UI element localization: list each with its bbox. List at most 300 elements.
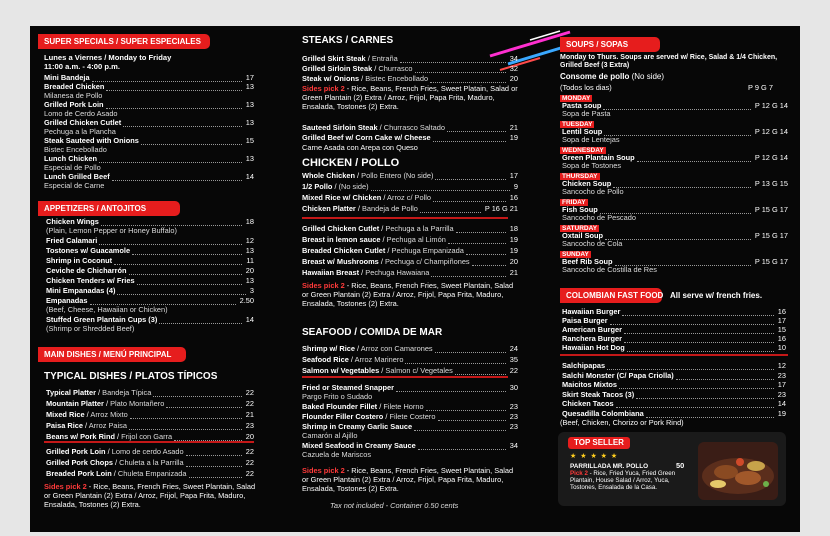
item-price: 18 xyxy=(245,217,254,226)
dot-leader xyxy=(435,344,506,353)
item-price: 13 xyxy=(245,276,254,285)
item-name-es: Arroz con Camarones xyxy=(360,344,433,353)
super-specials-header: SUPER SPECIALS / SUPER ESPECIALES xyxy=(38,34,210,49)
dot-leader xyxy=(174,432,242,441)
dot-leader xyxy=(132,246,242,255)
item-price: 23 xyxy=(777,389,786,399)
item-price: 17 xyxy=(509,171,518,180)
item-name-es: Churrasco Saltado xyxy=(383,123,445,132)
item-price: 21 xyxy=(245,410,254,419)
item-price: 13 xyxy=(245,246,254,255)
item-name xyxy=(562,409,644,419)
item-name-en: American Burger xyxy=(562,325,622,334)
item-name-sep: / xyxy=(365,54,372,63)
item-price: P 16 G 21 xyxy=(484,204,518,213)
item-price: 22 xyxy=(245,399,254,408)
item-name-sep: / xyxy=(359,268,366,277)
sides-label: Sides pick 2 xyxy=(302,84,345,93)
specials-days: Lunes a Viernes / Monday to Friday xyxy=(44,53,172,62)
item-name xyxy=(562,390,634,400)
item-name-en: Whole Chicken xyxy=(302,171,355,180)
item-name xyxy=(302,133,431,143)
seafood-item xyxy=(302,366,518,376)
soup-day: SUNDAY xyxy=(562,251,589,258)
consome-note: (No side) xyxy=(631,72,665,81)
dot-leader xyxy=(137,276,242,285)
item-price: 19 xyxy=(509,246,518,255)
chicken-item xyxy=(302,182,518,192)
dot-leader xyxy=(420,204,481,213)
soup-day: MONDAY xyxy=(562,95,591,102)
item-price: 10 xyxy=(777,343,786,352)
item-name-es: Pollo Entero (No side) xyxy=(361,171,434,180)
fish-item xyxy=(302,412,518,422)
item-price: 20 xyxy=(509,257,518,266)
specials-hours: 11:00 a.m. - 4:00 p.m. xyxy=(44,62,120,71)
item-name-en: Salchi Monster (C/ Papa Criolla) xyxy=(562,370,674,380)
item-name xyxy=(46,458,184,468)
pork-item xyxy=(46,469,254,479)
item-name-sep: / xyxy=(111,469,118,478)
item-name-es: Pechuga Hawaiana xyxy=(365,268,430,277)
item-name xyxy=(302,182,369,192)
tax-footer: Tax not included - Container 0.50 cents xyxy=(330,501,459,510)
item-name-sep: / xyxy=(105,447,112,456)
item-name xyxy=(46,256,112,266)
soup-sub: Sancocho de Costilla de Res xyxy=(562,265,657,274)
snack-item xyxy=(562,409,786,419)
item-name xyxy=(562,361,605,371)
sides-note-main xyxy=(44,482,258,509)
dot-leader xyxy=(466,246,506,255)
item-name-es: Arroz c/ Pollo xyxy=(387,193,431,202)
dot-leader xyxy=(166,399,241,408)
item-price: 15 xyxy=(245,136,254,145)
soup-sub: Sopa de Lentejas xyxy=(562,135,620,144)
item-name-en: Paisa Rice xyxy=(46,421,83,430)
item-name xyxy=(46,399,164,409)
arepa-sub: Carne Asada con Arepa con Queso xyxy=(302,143,418,152)
item-name-sep: / xyxy=(112,458,120,467)
seafood-item xyxy=(302,344,518,354)
item-name-es: Arroz Mixto xyxy=(90,410,128,419)
dot-leader xyxy=(129,421,242,430)
item-name-sep: / xyxy=(84,410,91,419)
item-price: 14 xyxy=(777,399,786,408)
chicken-item xyxy=(302,257,518,267)
dot-leader xyxy=(622,307,773,316)
item-name xyxy=(46,236,97,246)
item-name-en: Maicitos Mixtos xyxy=(562,380,618,389)
dot-leader xyxy=(112,172,242,181)
item-name-es: Churrasco xyxy=(378,64,413,73)
item-name-en: Fried Calamari xyxy=(46,236,98,245)
item-price: P 12 G 14 xyxy=(754,101,788,110)
item-name xyxy=(302,123,445,133)
menu-page xyxy=(30,26,800,532)
top-seller-price: 50 xyxy=(676,461,685,470)
item-name-sep: / xyxy=(379,366,386,375)
item-name-en: Shrimp in Creamy Garlic Sauce xyxy=(302,422,413,431)
snack-item xyxy=(562,380,786,390)
item-name xyxy=(302,355,403,365)
appetizer-item xyxy=(46,256,254,266)
item-name-sep: / xyxy=(385,246,392,255)
item-price: 12 xyxy=(777,361,786,370)
dot-leader xyxy=(627,343,774,352)
item-name-en: Breast in lemon sauce xyxy=(302,235,381,244)
item-price: 22 xyxy=(245,447,254,456)
item-name xyxy=(302,235,446,245)
item-price: 19 xyxy=(509,133,518,142)
soups-note: Monday to Thurs. Soups are served w/ Rice, Salad & 1/4 Chicken, Grilled Beef (3 Extra) xyxy=(560,54,778,69)
item-name xyxy=(46,286,115,296)
appetizer-item xyxy=(46,246,254,256)
snack-item xyxy=(562,399,786,409)
item-name-en: Mini Empanadas (4) xyxy=(46,286,116,295)
item-name-es: Frijol con Garra xyxy=(121,432,173,441)
item-name-es: Entraña xyxy=(371,54,398,63)
dot-leader xyxy=(371,182,510,191)
dot-leader xyxy=(418,441,506,450)
dot-leader xyxy=(159,315,241,324)
snack-item xyxy=(562,361,786,371)
item-name-sep: / xyxy=(380,235,387,244)
dot-leader xyxy=(456,224,506,233)
soup-day: SATURDAY xyxy=(562,225,598,232)
dot-leader xyxy=(616,399,774,408)
item-sub: Especial de Pollo xyxy=(44,163,101,172)
item-name-en: Hawaiian Burger xyxy=(562,307,621,316)
dot-leader xyxy=(99,154,242,163)
typical-item xyxy=(46,410,254,420)
item-name xyxy=(302,257,470,267)
sides-text: - Rice, Beans, French Fries, Sweet Plantain, Salad or Green Plantain (2) Extra / Arroz, Frijol, Papa Frita, Maduro, Ensalada, Tostones (2) Extra. xyxy=(302,466,514,493)
chicken-item xyxy=(302,204,518,214)
dot-leader xyxy=(101,217,242,226)
item-name xyxy=(302,193,431,203)
item-name-en: Chicken Soup xyxy=(562,179,612,188)
item-name-sep: / xyxy=(332,182,339,191)
soup-sub: Sancocho de Pollo xyxy=(562,187,624,196)
item-sub: Bistec Encebollado xyxy=(44,145,107,154)
dot-leader xyxy=(613,179,751,188)
pork-item xyxy=(46,458,254,468)
item-price: 22 xyxy=(245,388,254,397)
chicken-item xyxy=(302,235,518,245)
sides-label: Sides pick 2 xyxy=(302,466,345,475)
dot-leader xyxy=(607,361,774,370)
steak-item xyxy=(302,74,518,84)
dot-leader xyxy=(448,235,506,244)
item-name-es: Filete Horno xyxy=(383,402,424,411)
item-price: 3 xyxy=(249,286,254,295)
item-price: 20 xyxy=(245,266,254,275)
dot-leader xyxy=(189,469,242,478)
item-name-en: 1/2 Pollo xyxy=(302,182,333,191)
grill-platter-image xyxy=(696,438,780,502)
rating-stars: ★ ★ ★ ★ ★ xyxy=(570,453,619,460)
item-name-en: Steak w/ Onions xyxy=(302,74,360,83)
item-name-en: Lunch Chicken xyxy=(44,154,97,163)
sides-text: - Rice, Beans, French Fries, Sweet Plantain, Salad or Green Plantain (2) Extra / Arroz, Frijol, Papa Frita, Maduro, Ensalada, Tostones (2) Extra. xyxy=(44,482,256,509)
dot-leader xyxy=(604,127,751,136)
item-name-en: Mixed Rice w/ Chicken xyxy=(302,193,382,202)
item-name-en: Breaded Chicken xyxy=(44,82,105,91)
chicken-header: CHICKEN / POLLO xyxy=(302,157,400,169)
item-name-es: Arroz Paisa xyxy=(88,421,127,430)
steak-item xyxy=(302,133,518,143)
item-price: 32 xyxy=(509,64,518,73)
item-name-es: Bandeja de Pollo xyxy=(361,204,418,213)
typical-dishes-header: TYPICAL DISHES / PLATOS TÍPICOS xyxy=(44,371,218,382)
item-name-es: Arroz Marinero xyxy=(354,355,404,364)
item-price: 16 xyxy=(777,334,786,343)
steak-item xyxy=(302,54,518,64)
item-name xyxy=(302,344,433,354)
item-price: 13 xyxy=(245,82,254,91)
typical-item xyxy=(46,421,254,431)
item-price: 2.50 xyxy=(239,296,254,305)
dot-leader xyxy=(92,73,242,82)
item-name-en: Stuffed Green Plantain Cups (3) xyxy=(46,315,158,324)
dot-leader xyxy=(400,54,506,63)
item-price: 23 xyxy=(509,412,518,421)
top-seller-name: PARRILLADA MR. POLLO xyxy=(570,463,649,470)
item-price: 16 xyxy=(509,193,518,202)
fish-item xyxy=(302,402,518,412)
sides-note-chicken xyxy=(302,281,518,308)
dot-leader xyxy=(426,402,506,411)
item-name-en: Fried or Steamed Snapper xyxy=(302,383,394,392)
top-pick-label: Pick 2 xyxy=(570,470,588,477)
item-name xyxy=(46,388,151,398)
item-name xyxy=(46,447,184,457)
item-name xyxy=(46,421,127,431)
item-price: 20 xyxy=(245,432,254,441)
item-name-en: Breaded Pork Loin xyxy=(46,469,112,478)
typical-item xyxy=(46,399,254,409)
steaks-header: STEAKS / CARNES xyxy=(302,35,394,46)
item-name-en: Paisa Burger xyxy=(562,316,608,325)
item-name-en: Grilled Pork Loin xyxy=(44,100,104,109)
dot-leader xyxy=(433,193,506,202)
chicken-item xyxy=(302,171,518,181)
item-name-en: Salchipapas xyxy=(562,361,606,370)
item-price: 22 xyxy=(245,458,254,467)
item-price: 24 xyxy=(509,344,518,353)
item-price: 17 xyxy=(777,316,786,325)
item-name-sep: / xyxy=(82,421,89,430)
item-price: 22 xyxy=(509,366,518,375)
item-name-es: Filete Costero xyxy=(389,412,436,421)
item-name-en: Quesadilla Colombiana xyxy=(562,408,644,418)
item-price: 14 xyxy=(245,172,254,181)
item-name-en: Ranchera Burger xyxy=(562,334,622,343)
item-name-sep: / xyxy=(378,257,385,266)
chicken-item xyxy=(302,268,518,278)
appetizer-item xyxy=(46,266,254,276)
soup-day: WEDNESDAY xyxy=(562,147,604,154)
sides-note-seafood xyxy=(302,466,518,493)
item-name xyxy=(46,276,135,286)
item-name xyxy=(562,371,674,381)
item-name-es: Pechuga Empanizada xyxy=(391,246,464,255)
item-name-es: Chuleta Empanizada xyxy=(117,469,187,478)
soup-sub: Sancocho de Cola xyxy=(562,239,623,248)
item-sub: (Plain, Lemon Pepper or Honey Buffalo) xyxy=(46,226,177,235)
item-name xyxy=(302,54,398,64)
item-name-en: Chicken Platter xyxy=(302,204,356,213)
dot-leader xyxy=(90,296,236,305)
consome-row xyxy=(560,72,664,81)
item-price: 9 xyxy=(513,182,518,191)
item-name-en: Lentil Soup xyxy=(562,127,603,136)
dot-leader xyxy=(414,422,506,431)
item-price: 22 xyxy=(245,469,254,478)
dot-leader xyxy=(99,236,241,245)
item-price: 17 xyxy=(245,73,254,82)
sides-label: Sides pick 2 xyxy=(44,482,87,491)
item-name-sep: / xyxy=(377,402,384,411)
item-price: P 12 G 14 xyxy=(754,153,788,162)
item-name-es: Bistec Encebollado xyxy=(365,74,429,83)
dot-leader xyxy=(624,334,774,343)
item-name xyxy=(302,246,464,256)
soup-day: FRIDAY xyxy=(562,199,586,206)
item-name-sep: / xyxy=(377,123,384,132)
item-name xyxy=(562,399,614,409)
item-name-en: Grilled Sirloin Steak xyxy=(302,64,373,73)
seafood-item xyxy=(302,355,518,365)
item-price: 21 xyxy=(509,268,518,277)
dot-leader xyxy=(435,171,505,180)
divider xyxy=(560,354,788,356)
item-name xyxy=(562,380,617,390)
item-name-en: Chicken Tenders w/ Fries xyxy=(46,276,135,285)
item-name xyxy=(302,204,418,214)
item-price: P 13 G 15 xyxy=(754,179,788,188)
item-price: 30 xyxy=(509,383,518,392)
item-name-en: Beans w/ Pork Rind xyxy=(46,432,115,441)
item-name-en: Typical Platter xyxy=(46,388,96,397)
top-seller-badge: TOP SELLER xyxy=(568,437,630,449)
dot-leader xyxy=(619,380,774,389)
item-name-en: Shrimp in Coconut xyxy=(46,256,113,265)
item-name-en: Beef Rib Soup xyxy=(562,257,613,266)
item-price: 17 xyxy=(777,380,786,389)
item-name-en: Mountain Platter xyxy=(46,399,104,408)
item-sub: (Beef, Cheese, Hawaiian or Chicken) xyxy=(46,305,168,314)
item-name-sep: / xyxy=(359,74,366,83)
item-name xyxy=(302,268,429,278)
dot-leader xyxy=(605,231,751,240)
divider xyxy=(302,376,508,378)
item-name-es: Pechuga al Limón xyxy=(386,235,446,244)
dot-leader xyxy=(117,286,245,295)
top-seller-desc xyxy=(570,470,688,491)
quesadilla-sub: (Beef, Chicken, Chorizo or Pork Rind) xyxy=(560,418,684,427)
sides-text: - Rice, Beans, French Fries, Sweet Plantain, Salad or Green Plantain (2) Extra / Arroz, Frijol, Papa Frita, Maduro, Ensalada, Tostones (2) Extra. xyxy=(302,281,514,308)
item-name-en: Mixed Seafood in Creamy Sauce xyxy=(302,441,416,450)
item-price: 19 xyxy=(509,235,518,244)
item-price: P 15 G 17 xyxy=(754,257,788,266)
item-sub: Cazuela de Mariscos xyxy=(302,450,372,459)
dot-leader xyxy=(610,316,774,325)
item-name-en: Steak Sauteed with Onions xyxy=(44,136,139,145)
item-sub: Pechuga a la Plancha xyxy=(44,127,116,136)
main-dishes-header: MAIN DISHES / MENÚ PRINCIPAL xyxy=(38,347,186,362)
snack-item xyxy=(562,390,786,400)
item-name-es: Chuleta a la Parrilla xyxy=(119,458,184,467)
snack-item xyxy=(562,371,786,381)
item-sub: Milanesa de Pollo xyxy=(44,91,103,100)
dot-leader xyxy=(129,266,242,275)
dot-leader xyxy=(431,268,505,277)
dot-leader xyxy=(186,458,242,467)
soup-sub: Sopa de Tostones xyxy=(562,161,622,170)
item-price: 21 xyxy=(509,123,518,132)
dot-leader xyxy=(106,100,242,109)
item-price: P 15 G 17 xyxy=(754,231,788,240)
dot-leader xyxy=(186,447,242,456)
item-name-es: Plato Montañero xyxy=(110,399,165,408)
item-name-en: Oxtail Soup xyxy=(562,231,604,240)
item-name-en: Mini Bandeja xyxy=(44,73,90,82)
item-name-en: Flounder Filler Costero xyxy=(302,412,384,421)
chicken-item xyxy=(302,193,518,203)
sides-text: - Rice, Beans, French Fries, Sweet Platain, Salad or Green Plantain (2) Extra / Arroz, Frijol, Papa Frita, Maduro, Ensalada, Tostones (2) Extra. xyxy=(302,84,518,111)
item-price: 34 xyxy=(509,441,518,450)
item-name-sep: / xyxy=(103,399,111,408)
item-price: 13 xyxy=(245,154,254,163)
typical-item xyxy=(46,388,254,398)
appetizer-item xyxy=(46,236,254,246)
appetizers-header: APPETIZERS / ANTOJITOS xyxy=(38,201,180,216)
item-name-en: Grilled Chicken Cutlet xyxy=(302,224,380,233)
dot-leader xyxy=(438,412,506,421)
item-name-en: Sauteed Sirloin Steak xyxy=(302,123,378,132)
item-sub: Pargo Frito o Sudado xyxy=(302,392,373,401)
item-price: 13 xyxy=(245,100,254,109)
item-price: 23 xyxy=(509,402,518,411)
item-price: P 15 G 17 xyxy=(754,205,788,214)
soup-day: TUESDAY xyxy=(562,121,593,128)
item-price: 23 xyxy=(777,370,786,380)
dot-leader xyxy=(106,82,241,91)
item-sub: (Shrimp or Shredded Beef) xyxy=(46,324,135,333)
sides-label: Sides pick 2 xyxy=(302,281,345,290)
consome-sub: (Todos los dias) xyxy=(560,83,612,92)
item-name-en: Chicken Tacos xyxy=(562,399,614,408)
dot-leader xyxy=(636,390,774,399)
item-name-en: Breast w/ Mushrooms xyxy=(302,257,379,266)
pork-item xyxy=(46,447,254,457)
item-name-en: Mixed Rice xyxy=(46,410,85,419)
burger-item xyxy=(562,343,786,353)
item-name-en: Hawaiian Hot Dog xyxy=(562,343,625,352)
item-name-en: Chicken Wings xyxy=(46,217,99,226)
item-name-es: Lomo de cerdo Asado xyxy=(111,447,184,456)
dot-leader xyxy=(447,123,506,132)
dot-leader xyxy=(153,388,241,397)
item-name-en: Green Plantain Soup xyxy=(562,153,635,162)
dot-leader xyxy=(676,371,774,380)
item-price: 15 xyxy=(777,325,786,334)
item-name-en: Shrimp w/ Rice xyxy=(302,344,355,353)
item-price: 23 xyxy=(509,422,518,431)
chicken-item xyxy=(302,246,518,256)
